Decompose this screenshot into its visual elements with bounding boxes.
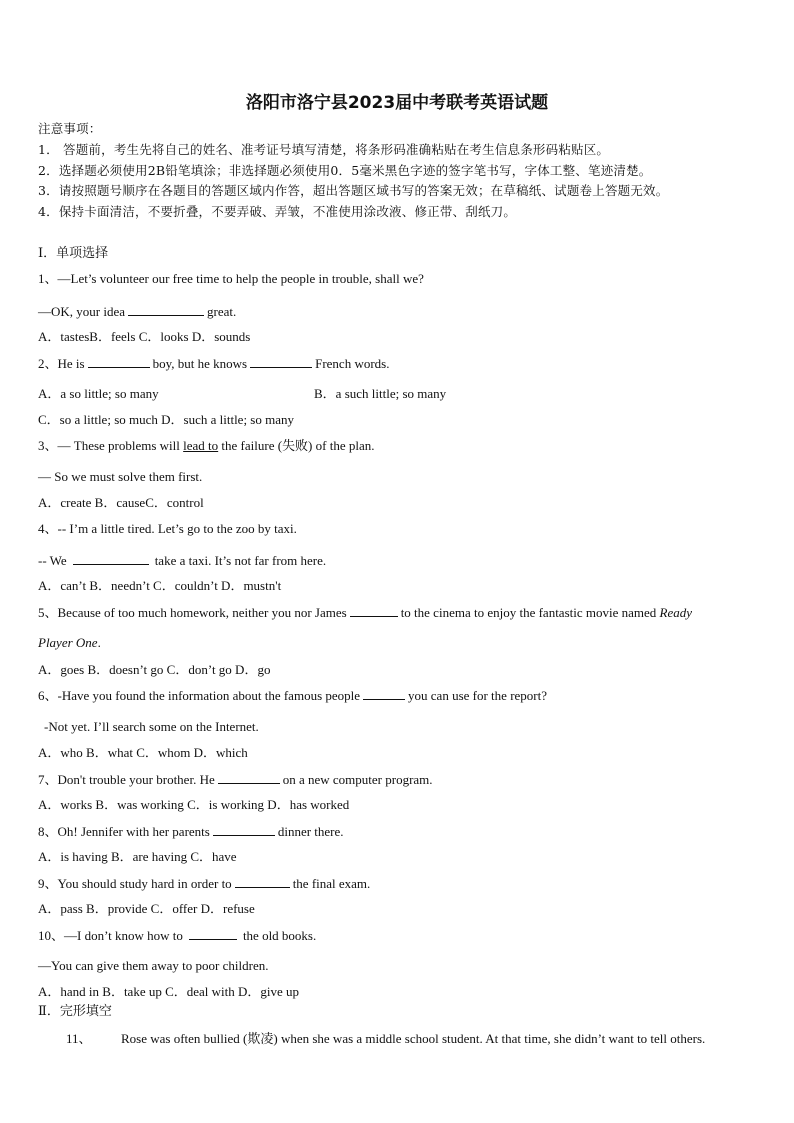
q6-text-post: you can use for the report?: [408, 688, 548, 703]
question-2-option-a: A．a so little; so many: [38, 386, 159, 401]
note-item-3: 3．请按照题号顺序在各题目的答题区域内作答，超出答题区域书写的答案无效；在草稿纸、试题卷上答题无效。: [38, 183, 669, 198]
answer-blank: [213, 823, 275, 836]
answer-blank: [88, 355, 150, 368]
question-1-options: A．tastesB．feels C．looks D．sounds: [38, 329, 251, 344]
q5-movie-title-part1: Ready: [659, 605, 693, 620]
q2-text-post: French words.: [315, 356, 390, 371]
question-4-stem: 4、-- I’m a little tired. Let’s go to the zoo by taxi.: [38, 521, 297, 536]
question-4-dialog: [38, 552, 326, 569]
section-heading-1: Ⅰ．单项选择: [38, 246, 109, 261]
question-3-stem: [38, 438, 374, 454]
question-2-stem: [38, 355, 389, 372]
q5-movie-title-part2: Player One: [38, 635, 98, 650]
q10-text-pre: 10、—I don’t know how to: [38, 928, 183, 943]
question-5-stem: [38, 604, 692, 621]
question-3-options: A．create B．causeC．control: [38, 495, 204, 510]
question-3-dialog: — So we must solve them first.: [38, 469, 203, 484]
answer-blank: [218, 771, 280, 784]
question-7-stem: [38, 771, 433, 788]
q3-text-pre: 3、— These problems will: [38, 438, 184, 453]
question-5-options: A．goes B．doesn’t go C．don’t go D．go: [38, 662, 271, 677]
q4-text-post: take a taxi. It’s not far from here.: [154, 553, 327, 568]
question-8-options: A．is having B．are having C．have: [38, 849, 237, 864]
question-11-number: 11、: [66, 1031, 92, 1046]
q9-text-pre: 9、You should study hard in order to: [38, 876, 232, 891]
question-1-dialog: [38, 303, 236, 320]
question-1-stem: 1、—Let’s volunteer our free time to help the people in trouble, shall we?: [38, 271, 424, 286]
q8-text-post: dinner there.: [277, 824, 344, 839]
question-10-stem: [38, 927, 316, 944]
answer-blank: [128, 303, 204, 316]
section-heading-2: Ⅱ．完形填空: [38, 1004, 112, 1019]
q3-text-post: the failure (失败) of the plan.: [218, 438, 375, 453]
notes-heading: 注意事项：: [38, 121, 102, 136]
answer-blank: [235, 875, 290, 888]
question-10-dialog: —You can give them away to poor children.: [38, 958, 269, 973]
page-title: 洛阳市洛宁县2023届中考联考英语试题: [245, 93, 549, 113]
question-2-option-b: B．a such little; so many: [314, 386, 447, 401]
note-item-1: 1． 答题前，考生先将自己的姓名、准考证号填写清楚，将条形码准确粘贴在考生信息条形码粘贴区。: [38, 142, 610, 157]
q10-text-post: the old books.: [242, 928, 317, 943]
answer-blank: [189, 927, 237, 940]
q1-text-pre: —OK, your idea: [38, 304, 126, 319]
q6-text-pre: 6、-Have you found the information about the famous people: [38, 688, 361, 703]
question-9-options: A．pass B．provide C．offer D．refuse: [38, 901, 255, 916]
question-8-stem: [38, 823, 344, 840]
q9-text-post: the final exam.: [292, 876, 371, 891]
question-6-options: A．who B．what C．whom D．which: [38, 745, 248, 760]
note-item-4: 4．保持卡面清洁，不要折叠，不要弄破、弄皱，不准使用涂改液、修正带、刮纸刀。: [38, 204, 517, 219]
question-6-dialog: -Not yet. I’ll search some on the Internet.: [44, 719, 259, 734]
answer-blank: [250, 355, 312, 368]
q2-text-mid: boy, but he knows: [152, 356, 248, 371]
q7-text-post: on a new computer program.: [282, 772, 433, 787]
q3-underlined-phrase: lead to: [183, 438, 219, 453]
question-4-options: A．can’t B．needn’t C．couldn’t D．mustn't: [38, 578, 282, 593]
q7-text-pre: 7、Don't trouble your brother. He: [38, 772, 215, 787]
question-7-options: A．works B．was working C．is working D．has worked: [38, 797, 350, 812]
answer-blank: [363, 687, 405, 700]
question-10-options: A．hand in B．take up C．deal with D．give up: [38, 984, 300, 999]
q1-text-post: great.: [207, 304, 237, 319]
note-item-2: 2．选择题必须使用2B铅笔填涂；非选择题必须使用0．5毫米黑色字迹的签字笔书写，字体工整、笔迹清楚。: [38, 163, 652, 178]
question-11-passage: Rose was often bullied (欺凌) when she was a middle school student. At that time, she didn’t want to tell others.: [121, 1031, 706, 1046]
q2-text-pre: 2、He is: [38, 356, 85, 371]
question-2-options-cd: C．so a little; so much D．such a little; so many: [38, 412, 295, 427]
q8-text-pre: 8、Oh! Jennifer with her parents: [38, 824, 210, 839]
question-9-stem: [38, 875, 370, 892]
question-6-stem: [38, 687, 547, 704]
answer-blank: [350, 604, 398, 617]
answer-blank: [73, 552, 149, 565]
q5-text-pre: 5、Because of too much homework, neither you nor James: [38, 605, 347, 620]
q4-text-pre: -- We: [38, 553, 67, 568]
question-5-stem-cont: Player One.: [38, 635, 101, 650]
q5-text-post: to the cinema to enjoy the fantastic movie named: [400, 605, 657, 620]
